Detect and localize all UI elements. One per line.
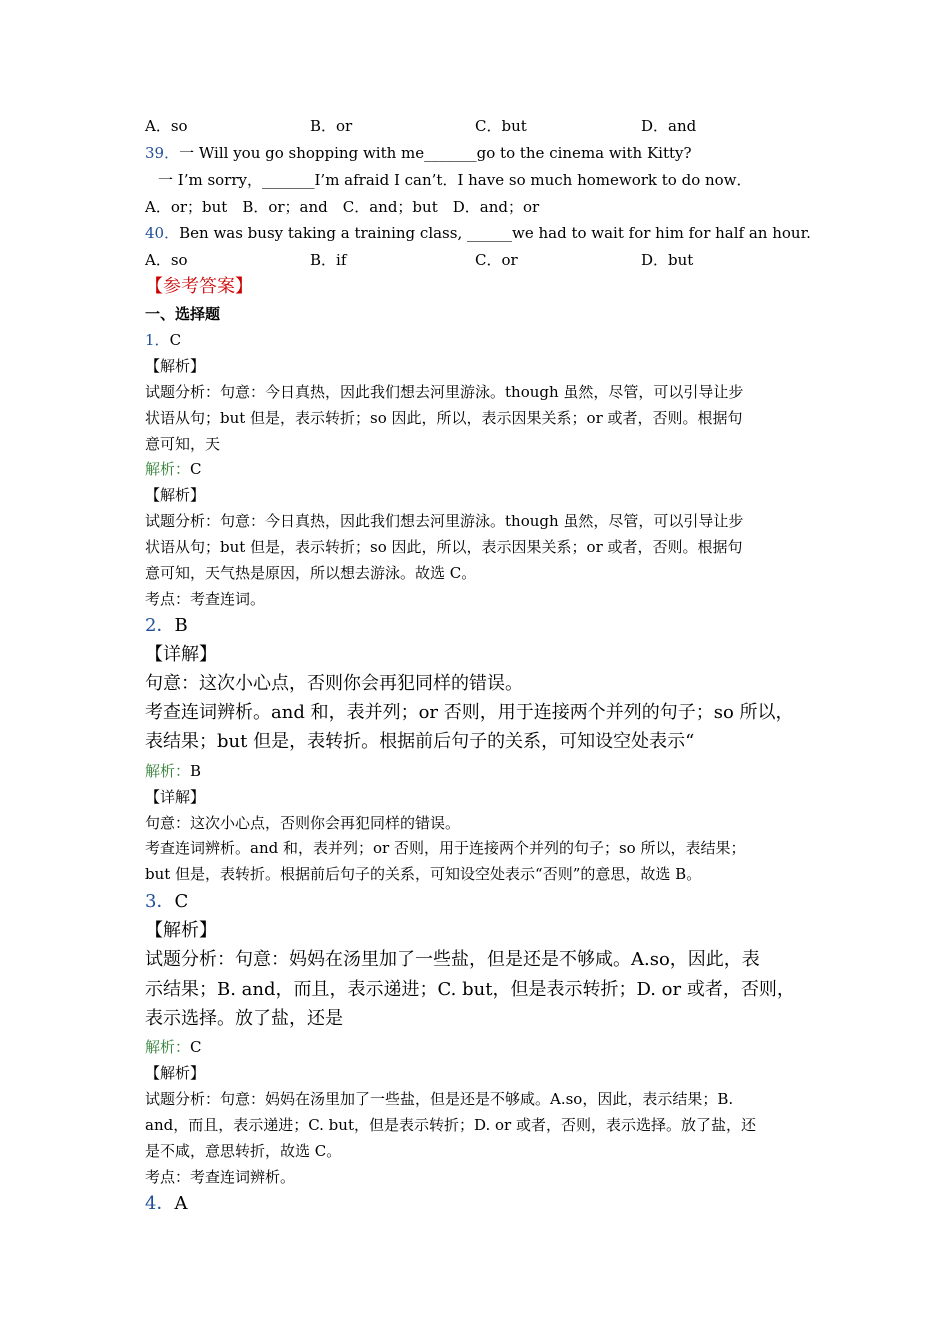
answer-2-detail-heading: 【详解】 xyxy=(145,644,217,665)
answer-1-analysis-heading: 【解析】 xyxy=(145,357,206,375)
answer-3 xyxy=(145,890,188,914)
question-39-options[interactable]: A．or；but B．or；and C．and；but D．and；or xyxy=(145,198,540,216)
jiexi-label: 解析： xyxy=(145,762,191,780)
answer-4-number: 4 xyxy=(145,1193,157,1214)
answer-4-choice: A xyxy=(174,1193,188,1214)
answer-1-text-line: 意可知，天 xyxy=(145,435,221,453)
answer-1-full-line: 试题分析：句意：今日真热，因此我们想去河里游泳。though 虽然，尽管，可以引导让步 xyxy=(145,512,744,530)
answer-2-choice: B xyxy=(174,615,188,636)
q40-option-d[interactable]: D．but xyxy=(641,251,694,269)
question-40-text: Ben was busy taking a training class, ______we had to wait for him for half an hour. xyxy=(179,224,811,242)
jiexi-answer: C xyxy=(190,1038,202,1056)
answer-2-jiexi xyxy=(145,761,201,781)
jiexi-answer: C xyxy=(190,460,202,478)
q38-option-b[interactable]: B．or xyxy=(310,117,353,135)
answer-3-jiexi xyxy=(145,1037,202,1057)
answer-1-text-line: 试题分析：句意：今日真热，因此我们想去河里游泳。though 虽然，尽管，可以引导让步 xyxy=(145,383,744,401)
answer-1-jiexi xyxy=(145,459,202,479)
answer-2-big-line: 句意：这次小心点，否则你会再犯同样的错误。 xyxy=(145,673,523,694)
question-40-sep: ． xyxy=(164,224,180,242)
answer-2-sep: ． xyxy=(156,615,175,636)
answer-2-small-line: 考查连词辨析。and 和，表并列；or 否则，用于连接两个并列的句子；so 所以，表结果； xyxy=(145,839,746,857)
answer-2 xyxy=(145,614,188,638)
q40-option-a[interactable]: A．so xyxy=(145,251,188,269)
answer-2-number: 2 xyxy=(145,615,157,636)
q38-option-a[interactable]: A．so xyxy=(145,117,188,135)
answer-3-big-line: 表示选择。放了盐，还是 xyxy=(145,1008,343,1029)
answer-3-small-line: 试题分析：句意：妈妈在汤里加了一些盐，但是还是不够咸。A.so，因此，表示结果；B. xyxy=(145,1090,734,1108)
reference-answer-heading: 【参考答案】 xyxy=(145,276,253,297)
question-39-sep: ． xyxy=(164,144,180,162)
jiexi-label: 解析： xyxy=(145,460,191,478)
answer-2-big-line: 表结果；but 但是，表转折。根据前后句子的关系，可知设空处表示“ xyxy=(145,731,695,752)
answer-1-number: 1 xyxy=(145,331,155,349)
question-39-line2: 一 I’m sorry，_______I’m afraid I can’t．I have so much homework to do now． xyxy=(158,171,752,189)
jiexi-label: 解析： xyxy=(145,1038,191,1056)
answer-2-small-line: but 但是，表转折。根据前后句子的关系，可知设空处表示“否则”的意思，故选 B。 xyxy=(145,865,702,883)
answer-1-sep: ． xyxy=(154,331,170,349)
answer-2-detail-heading: 【详解】 xyxy=(145,788,206,806)
jiexi-answer: B xyxy=(190,762,202,780)
q38-option-d[interactable]: D．and xyxy=(641,117,697,135)
answer-3-small-line: and，而且，表示递进；C. but，但是表示转折；D. or 或者，否则，表示选择。放了盐，还 xyxy=(145,1116,756,1134)
answer-4-sep: ． xyxy=(156,1193,175,1214)
answer-3-number: 3 xyxy=(145,891,157,912)
question-40 xyxy=(145,223,811,243)
answer-3-sep: ． xyxy=(156,891,175,912)
answer-3-big-line: 示结果；B. and，而且，表示递进；C. but，但是表示转折；D. or 或者，否则， xyxy=(145,979,795,1000)
section-heading: 一、选择题 xyxy=(145,305,221,323)
answer-2-big-line: 考查连词辨析。and 和，表并列；or 否则，用于连接两个并列的句子；so 所以， xyxy=(145,702,794,723)
answer-1-full-line: 状语从句；but 但是，表示转折；so 因此，所以，表示因果关系；or 或者，否则。根据句 xyxy=(145,538,743,556)
answer-1 xyxy=(145,330,181,350)
q38-option-c[interactable]: C．but xyxy=(475,117,527,135)
answer-2-small-line: 句意：这次小心点，否则你会再犯同样的错误。 xyxy=(145,814,461,832)
q40-option-c[interactable]: C．or xyxy=(475,251,518,269)
answer-1-choice: C xyxy=(169,331,182,349)
answer-3-analysis-heading: 【解析】 xyxy=(145,920,217,941)
answer-1-full-line: 意可知，天气热是原因，所以想去游泳。故选 C。 xyxy=(145,564,477,582)
answer-3-small-line: 是不咸，意思转折，故选 C。 xyxy=(145,1142,342,1160)
question-39 xyxy=(145,143,692,163)
answer-3-choice: C xyxy=(174,891,189,912)
answer-4 xyxy=(145,1192,187,1216)
answer-1-kaodian: 考点：考查连词。 xyxy=(145,590,266,608)
question-40-number: 40 xyxy=(145,224,165,242)
answer-3-kaodian: 考点：考查连词辨析。 xyxy=(145,1168,296,1186)
answer-3-big-line: 试题分析：句意：妈妈在汤里加了一些盐，但是还是不够咸。A.so，因此，表 xyxy=(145,949,760,970)
answer-1-text-line: 状语从句；but 但是，表示转折；so 因此，所以，表示因果关系；or 或者，否则。根据句 xyxy=(145,409,743,427)
question-39-number: 39 xyxy=(145,144,165,162)
question-39-text: 一 Will you go shopping with me_______go to the cinema with Kitty? xyxy=(179,144,692,162)
answer-3-analysis-heading: 【解析】 xyxy=(145,1064,206,1082)
answer-1-analysis-heading: 【解析】 xyxy=(145,486,206,504)
q40-option-b[interactable]: B．if xyxy=(310,251,347,269)
